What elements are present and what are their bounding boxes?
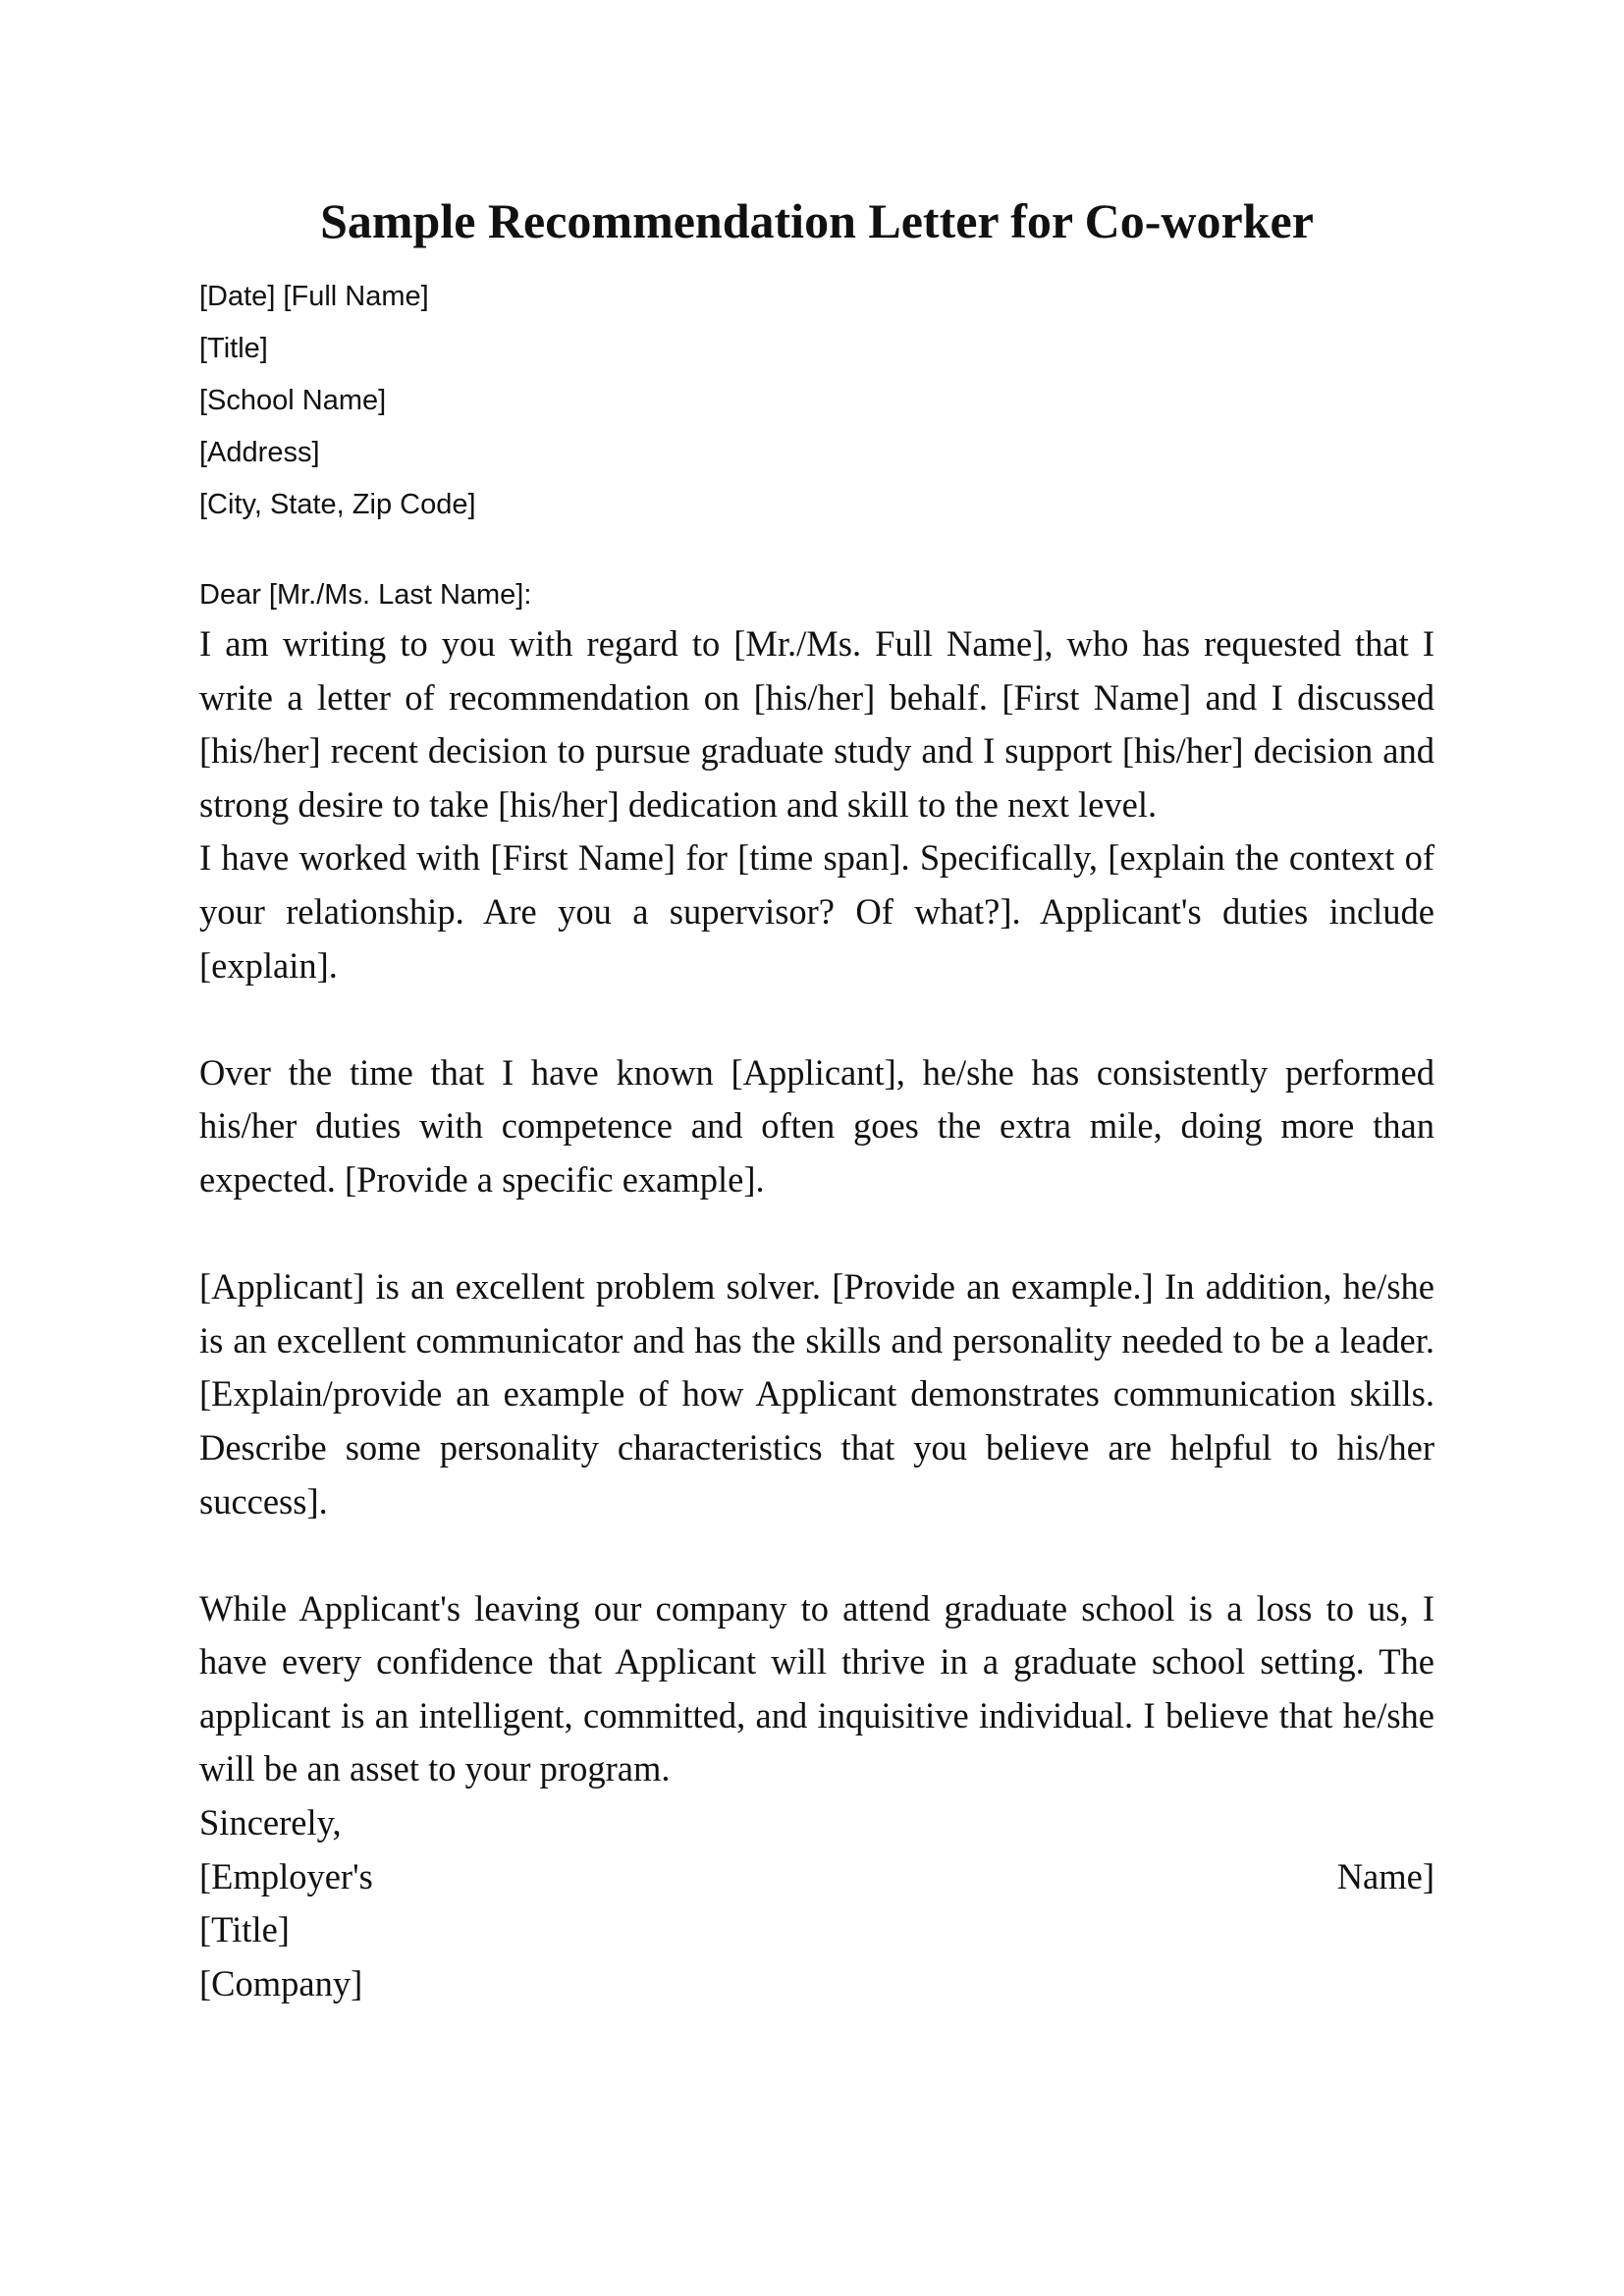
paragraph-spacer (199, 1528, 1435, 1582)
signature-name-line (199, 1850, 1435, 1904)
city-state-zip-line: [City, State, Zip Code] (199, 489, 476, 520)
letter-page (199, 0, 1435, 2296)
title-line: [Title] (199, 333, 268, 364)
recipient-address-block (199, 275, 476, 535)
signature-company: [Company] (199, 1962, 363, 2003)
paragraph-spacer (199, 1207, 1435, 1261)
letter-body (199, 617, 1435, 2010)
paragraph-intro: I am writing to you with regard to [Mr./Ms. Full Name], who has requested that I write a letter of recommendation on [his/her] behalf. [First Name] and I discussed [his/her] recent decision to pursue graduate study and I support [his/her] decision and strong desire to take [his/her] dedication and skill to the next level. (199, 623, 1435, 825)
page-title: Sample Recommendation Letter for Co-worker (320, 193, 1314, 248)
paragraph-skills: [Applicant] is an excellent problem solver. [Provide an example.] In addition, he/she is an excellent communicator and has the skills and personality needed to be a leader. [Explain/provide an example of how Applicant demonstrates communication skills. Describe some personality characteristics that you believe are helpful to his/her success]. (199, 1266, 1435, 1522)
signature-title: [Title] (199, 1909, 290, 1950)
salutation: Dear [Mr./Ms. Last Name]: (199, 579, 532, 611)
paragraph-conclusion: While Applicant's leaving our company to attend graduate school is a loss to us, I have every confidence that Applicant will thrive in a graduate school setting. The applicant is an intelligent, committed, and inquisitive individual. I believe that he/she will be an asset to your program. (199, 1587, 1435, 1789)
address-line: [Address] (199, 437, 320, 468)
date-fullname-line: [Date] [Full Name] (199, 281, 429, 312)
school-name-line: [School Name] (199, 385, 387, 416)
paragraph-performance: Over the time that I have known [Applicant], he/she has consistently performed his/her duties with competence and often goes the extra mile, doing more than expected. [Provide a specific example]. (199, 1051, 1435, 1200)
paragraph-relationship: I have worked with [First Name] for [time span]. Specifically, [explain the context of your relationship. Are you a supervisor? Of what?]. Applicant's duties include [explain]. (199, 837, 1435, 986)
closing-sincerely: Sincerely, (199, 1802, 342, 1843)
employer-name-right: Name] (1336, 1855, 1435, 1896)
paragraph-spacer (199, 992, 1435, 1046)
employer-name-left: [Employer's (199, 1855, 373, 1896)
